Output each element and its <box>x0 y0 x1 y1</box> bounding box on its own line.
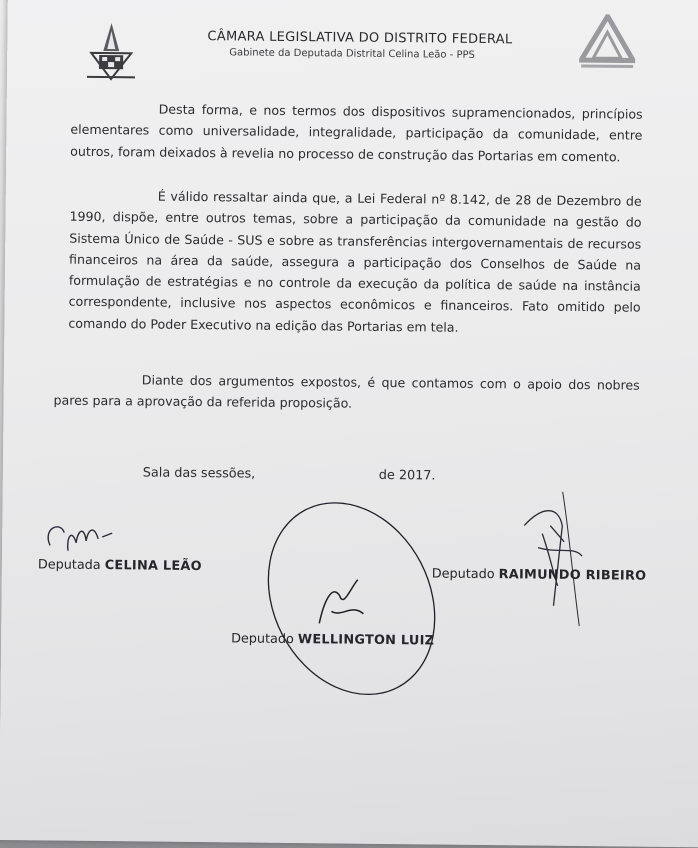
signature-raimundo-ribeiro <box>432 566 647 583</box>
header-title: CÂMARA LEGISLATIVA DO DISTRITO FEDERAL <box>207 29 513 48</box>
signature-celina-leao <box>38 557 202 574</box>
header-subtitle: Gabinete da Deputada Distrital Celina Leão - PPS <box>229 47 475 61</box>
paragraph-1: Desta forma, e nos termos dos dispositivos supramencionados, princípios elementares como universalidade, integralidade, participação da comunidade, entre outros, foram deixados à revelia no processo de construção das Portarias em comento. <box>70 101 643 165</box>
paragraph-3: Diante dos argumentos expostos, é que contamos com o apoio dos nobres pares para a aprovação da referida proposição. <box>53 372 640 411</box>
signature-name: RAIMUNDO RIBEIRO <box>498 567 647 584</box>
signature-name: WELLINGTON LUIZ <box>297 632 435 649</box>
signature-name: CELINA LEÃO <box>104 558 202 575</box>
signature-wellington-luiz <box>231 631 434 648</box>
signature-title: Deputado <box>431 566 495 583</box>
signature-title: Deputada <box>37 557 101 574</box>
paragraph-2: É válido ressaltar ainda que, a Lei Federal nº 8.142, de 28 de Dezembro de 1990, dispõe, entre outros temas, sobre a participação da comunidade na gestão do Sistema Único de Saúde - SUS e sobre as transferências intergovernamentais de recursos financeiros na área da saúde, assegura a participação dos Conselhos de Saúde na formulação de estratégias e no controle da execução da política de saúde na instância correspondente, inclusive nos aspectos econômicos e financeiros. Fato omitido pelo comando do Poder Executivo na edição das Portarias em tela. <box>68 188 642 335</box>
closing-date: de 2017. <box>378 467 436 484</box>
signature-title: Deputado <box>231 631 294 648</box>
closing-place: Sala das sessões, <box>142 465 256 482</box>
